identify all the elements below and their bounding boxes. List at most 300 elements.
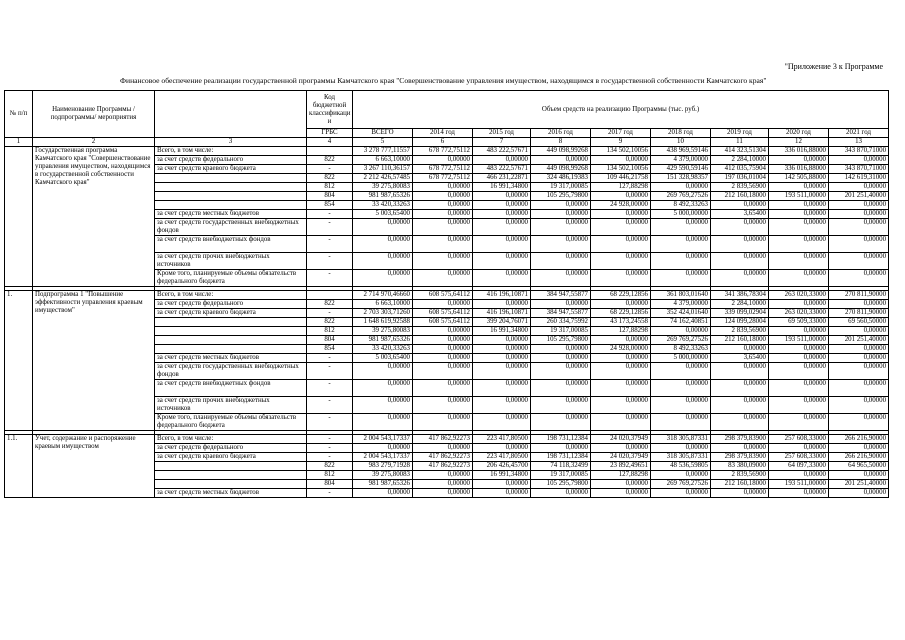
amount-cell: 0,00000 xyxy=(711,253,769,270)
amount-cell: 0,00000 xyxy=(473,380,531,397)
header-col3 xyxy=(155,91,307,138)
amount-cell: 336 016,88000 xyxy=(769,165,829,174)
amount-cell: 0,00000 xyxy=(591,236,651,253)
amount-cell: 0,00000 xyxy=(769,345,829,354)
amount-cell: 0,00000 xyxy=(711,414,769,431)
amount-cell: 384 947,55877 xyxy=(531,309,591,318)
header-year: 2017 год xyxy=(591,129,651,138)
funding-source: за счет средств федерального xyxy=(155,300,307,309)
amount-cell: 449 098,99268 xyxy=(531,147,591,156)
funding-source xyxy=(155,327,307,336)
header-column-number: 2 xyxy=(33,138,155,147)
amount-cell: 1 648 619,92588 xyxy=(353,318,413,327)
grbs-code: - xyxy=(307,489,353,498)
amount-cell: 0,00000 xyxy=(531,489,591,498)
amount-cell: 0,00000 xyxy=(413,414,473,431)
amount-cell: 0,00000 xyxy=(353,270,413,287)
funding-source: за счет средств федерального xyxy=(155,444,307,453)
amount-cell: 151 328,98357 xyxy=(651,174,711,183)
amount-cell: 142 505,88000 xyxy=(769,174,829,183)
amount-cell: 0,00000 xyxy=(651,444,711,453)
row-number: 1.1. xyxy=(5,435,33,498)
amount-cell: 269 769,27526 xyxy=(651,480,711,489)
amount-cell: 0,00000 xyxy=(591,397,651,414)
funding-source: за счет средств государственных внебюджетных фондов xyxy=(155,363,307,380)
amount-cell: 0,00000 xyxy=(711,380,769,397)
amount-cell: 0,00000 xyxy=(473,354,531,363)
amount-cell: 266 216,90000 xyxy=(829,453,889,462)
funding-source xyxy=(155,183,307,192)
amount-cell: 2 714 970,46660 xyxy=(353,291,413,300)
amount-cell: 0,00000 xyxy=(651,253,711,270)
grbs-code: 822 xyxy=(307,462,353,471)
program-name: Государственная программа Камчатского края "Совершенствование управления имуществом, находящимся в государственной собственности Камчатского края" xyxy=(33,147,155,287)
grbs-code: - xyxy=(307,219,353,236)
amount-cell: 193 511,00000 xyxy=(769,480,829,489)
amount-cell: 19 317,00085 xyxy=(531,183,591,192)
amount-cell: 16 991,34800 xyxy=(473,471,531,480)
amount-cell: 124 099,28004 xyxy=(711,318,769,327)
amount-cell: 0,00000 xyxy=(353,363,413,380)
amount-cell: 0,00000 xyxy=(829,219,889,236)
amount-cell: 0,00000 xyxy=(413,253,473,270)
amount-cell: 0,00000 xyxy=(769,444,829,453)
amount-cell: 0,00000 xyxy=(651,380,711,397)
amount-cell: 0,00000 xyxy=(591,489,651,498)
amount-cell: 33 420,33263 xyxy=(353,345,413,354)
header-column-number: 5 xyxy=(353,138,413,147)
amount-cell: 263 020,33000 xyxy=(769,309,829,318)
amount-cell: 16 991,34800 xyxy=(473,327,531,336)
table-row xyxy=(5,147,889,156)
amount-cell: 0,00000 xyxy=(413,489,473,498)
amount-cell: 0,00000 xyxy=(413,210,473,219)
amount-cell: 678 772,75112 xyxy=(413,174,473,183)
amount-cell: 0,00000 xyxy=(413,236,473,253)
amount-cell: 0,00000 xyxy=(531,444,591,453)
amount-cell: 466 231,22871 xyxy=(473,174,531,183)
amount-cell: 0,00000 xyxy=(413,397,473,414)
amount-cell: 0,00000 xyxy=(711,444,769,453)
amount-cell: 0,00000 xyxy=(591,300,651,309)
amount-cell: 269 769,27526 xyxy=(651,336,711,345)
amount-cell: 0,00000 xyxy=(769,397,829,414)
amount-cell: 483 222,57671 xyxy=(473,165,531,174)
amount-cell: 0,00000 xyxy=(651,183,711,192)
amount-cell: 318 305,87331 xyxy=(651,453,711,462)
amount-cell: 336 016,88000 xyxy=(769,147,829,156)
grbs-code: - xyxy=(307,253,353,270)
amount-cell: 399 204,76071 xyxy=(473,318,531,327)
funding-source xyxy=(155,462,307,471)
amount-cell: 0,00000 xyxy=(353,380,413,397)
amount-cell: 0,00000 xyxy=(711,236,769,253)
amount-cell: 0,00000 xyxy=(473,201,531,210)
header-year: 2014 год xyxy=(413,129,473,138)
funding-source: за счет средств местных бюджетов xyxy=(155,489,307,498)
amount-cell: 19 317,00085 xyxy=(531,327,591,336)
amount-cell: 0,00000 xyxy=(769,156,829,165)
grbs-code: 822 xyxy=(307,174,353,183)
amount-cell: 0,00000 xyxy=(353,253,413,270)
amount-cell: 0,00000 xyxy=(353,489,413,498)
amount-cell: 608 575,64112 xyxy=(413,309,473,318)
amount-cell: 981 987,65326 xyxy=(353,336,413,345)
amount-cell: 981 987,65326 xyxy=(353,192,413,201)
amount-cell: 0,00000 xyxy=(769,489,829,498)
amount-cell: 608 575,64112 xyxy=(413,318,473,327)
amount-cell: 263 020,33000 xyxy=(769,291,829,300)
amount-cell: 3 267 110,36157 xyxy=(353,165,413,174)
amount-cell: 0,00000 xyxy=(829,397,889,414)
funding-source: за счет средств краевого бюджета xyxy=(155,309,307,318)
amount-cell: 16 991,34800 xyxy=(473,183,531,192)
amount-cell: 0,00000 xyxy=(531,397,591,414)
financing-table xyxy=(4,90,889,498)
amount-cell: 0,00000 xyxy=(473,363,531,380)
amount-cell: 0,00000 xyxy=(473,336,531,345)
amount-cell: 212 160,18000 xyxy=(711,192,769,201)
amount-cell: 2 284,10000 xyxy=(711,300,769,309)
amount-cell: 0,00000 xyxy=(531,219,591,236)
amount-cell: 23 892,49651 xyxy=(591,462,651,471)
amount-cell: 0,00000 xyxy=(353,236,413,253)
funding-source xyxy=(155,318,307,327)
amount-cell: 0,00000 xyxy=(829,156,889,165)
amount-cell: 64 965,50000 xyxy=(829,462,889,471)
header-grbs: ГРБС xyxy=(307,129,353,138)
amount-cell: 0,00000 xyxy=(531,414,591,431)
amount-cell: 0,00000 xyxy=(591,363,651,380)
amount-cell: 0,00000 xyxy=(829,380,889,397)
header-year: 2018 год xyxy=(651,129,711,138)
amount-cell: 678 772,75112 xyxy=(413,147,473,156)
amount-cell: 0,00000 xyxy=(651,414,711,431)
amount-cell: 74 118,32499 xyxy=(531,462,591,471)
amount-cell: 417 862,92273 xyxy=(413,435,473,444)
amount-cell: 212 160,18000 xyxy=(711,336,769,345)
amount-cell: 0,00000 xyxy=(769,363,829,380)
amount-cell: 0,00000 xyxy=(769,236,829,253)
header-column-number: 3 xyxy=(155,138,307,147)
amount-cell: 0,00000 xyxy=(711,345,769,354)
amount-cell: 0,00000 xyxy=(473,210,531,219)
funding-source: за счет средств местных бюджетов xyxy=(155,354,307,363)
amount-cell: 0,00000 xyxy=(473,236,531,253)
header-column-number: 13 xyxy=(829,138,889,147)
amount-cell: 4 379,00000 xyxy=(651,300,711,309)
amount-cell: 0,00000 xyxy=(353,397,413,414)
amount-cell: 5 000,00000 xyxy=(651,354,711,363)
grbs-code xyxy=(307,147,353,156)
header-column-number: 4 xyxy=(307,138,353,147)
amount-cell: 0,00000 xyxy=(711,270,769,287)
grbs-code: - xyxy=(307,453,353,462)
grbs-code: - xyxy=(307,236,353,253)
amount-cell: 39 275,80083 xyxy=(353,327,413,336)
amount-cell: 2 284,10000 xyxy=(711,156,769,165)
amount-cell: 105 295,79800 xyxy=(531,192,591,201)
amount-cell: 2 839,56900 xyxy=(711,471,769,480)
amount-cell: 4 379,00000 xyxy=(651,156,711,165)
row-number xyxy=(5,147,33,287)
amount-cell: 0,00000 xyxy=(829,444,889,453)
amount-cell: 0,00000 xyxy=(473,489,531,498)
funding-source xyxy=(155,471,307,480)
amount-cell: 0,00000 xyxy=(711,201,769,210)
grbs-code: 804 xyxy=(307,480,353,489)
grbs-code: 812 xyxy=(307,183,353,192)
amount-cell: 6 663,10000 xyxy=(353,156,413,165)
header-column-number: 12 xyxy=(769,138,829,147)
amount-cell: 0,00000 xyxy=(829,327,889,336)
amount-cell: 266 216,90000 xyxy=(829,435,889,444)
amount-cell: 74 162,40851 xyxy=(651,318,711,327)
amount-cell: 0,00000 xyxy=(591,270,651,287)
amount-cell: 0,00000 xyxy=(769,471,829,480)
amount-cell: 0,00000 xyxy=(531,354,591,363)
amount-cell: 0,00000 xyxy=(829,210,889,219)
header-column-number: 6 xyxy=(413,138,473,147)
funding-source: за счет средств краевого бюджета xyxy=(155,165,307,174)
amount-cell: 0,00000 xyxy=(591,210,651,219)
amount-cell: 0,00000 xyxy=(829,201,889,210)
amount-cell: 134 502,10056 xyxy=(591,165,651,174)
amount-cell: 0,00000 xyxy=(591,414,651,431)
amount-cell: 417 862,92273 xyxy=(413,453,473,462)
funding-source: Кроме того, планируемые объемы обязательств федерального бюджета xyxy=(155,270,307,287)
amount-cell: 0,00000 xyxy=(413,380,473,397)
header-name: Наименование Программы /подпрограммы/ мероприятия xyxy=(33,91,155,138)
amount-cell: 0,00000 xyxy=(769,354,829,363)
amount-cell: 0,00000 xyxy=(769,201,829,210)
funding-source xyxy=(155,345,307,354)
amount-cell: 8 492,33263 xyxy=(651,201,711,210)
amount-cell: 0,00000 xyxy=(413,156,473,165)
amount-cell: 361 803,01640 xyxy=(651,291,711,300)
amount-cell: 0,00000 xyxy=(413,444,473,453)
amount-cell: 678 772,75112 xyxy=(413,165,473,174)
header-year: ВСЕГО xyxy=(353,129,413,138)
amount-cell: 0,00000 xyxy=(413,270,473,287)
amount-cell: 201 251,40000 xyxy=(829,336,889,345)
amount-cell: 416 196,10871 xyxy=(473,309,531,318)
amount-cell: 0,00000 xyxy=(591,336,651,345)
amount-cell: 43 173,24558 xyxy=(591,318,651,327)
amount-cell: 198 731,12384 xyxy=(531,435,591,444)
grbs-code xyxy=(307,291,353,300)
header-column-number: 8 xyxy=(531,138,591,147)
amount-cell: 0,00000 xyxy=(591,444,651,453)
amount-cell: 0,00000 xyxy=(591,354,651,363)
amount-cell: 24 928,00000 xyxy=(591,201,651,210)
amount-cell: 414 323,51304 xyxy=(711,147,769,156)
amount-cell: 0,00000 xyxy=(591,380,651,397)
amount-cell: 83 380,09000 xyxy=(711,462,769,471)
amount-cell: 270 811,90000 xyxy=(829,309,889,318)
grbs-code: - xyxy=(307,397,353,414)
amount-cell: 193 511,00000 xyxy=(769,336,829,345)
funding-source: Всего, в том числе: xyxy=(155,147,307,156)
funding-source: Всего, в том числе: xyxy=(155,435,307,444)
amount-cell: 0,00000 xyxy=(829,489,889,498)
amount-cell: 0,00000 xyxy=(353,444,413,453)
amount-cell: 127,88298 xyxy=(591,183,651,192)
amount-cell: 0,00000 xyxy=(531,380,591,397)
amount-cell: 983 279,71928 xyxy=(353,462,413,471)
amount-cell: 64 097,33000 xyxy=(769,462,829,471)
amount-cell: 0,00000 xyxy=(531,270,591,287)
amount-cell: 449 098,99268 xyxy=(531,165,591,174)
amount-cell: 0,00000 xyxy=(711,363,769,380)
amount-cell: 0,00000 xyxy=(651,327,711,336)
amount-cell: 260 334,75992 xyxy=(531,318,591,327)
grbs-code: 822 xyxy=(307,318,353,327)
funding-source: за счет средств внебюджетных фондов xyxy=(155,380,307,397)
amount-cell: 0,00000 xyxy=(591,156,651,165)
grbs-code: - xyxy=(307,354,353,363)
amount-cell: 2 212 426,57485 xyxy=(353,174,413,183)
funding-source xyxy=(155,174,307,183)
grbs-code: 854 xyxy=(307,201,353,210)
amount-cell: 438 969,59146 xyxy=(651,147,711,156)
amount-cell: 341 386,78304 xyxy=(711,291,769,300)
amount-cell: 0,00000 xyxy=(591,192,651,201)
grbs-code: - xyxy=(307,414,353,431)
amount-cell: 0,00000 xyxy=(829,363,889,380)
document-title: Финансовое обеспечение реализации государственной программы Камчатского края "Совершенствование управления имуществом, находящимся в государственной собственности Камчатского края" xyxy=(120,76,767,85)
grbs-code: - xyxy=(307,270,353,287)
grbs-code: - xyxy=(307,165,353,174)
amount-cell: 0,00000 xyxy=(531,253,591,270)
appendix-note: "Приложение 3 к Программе xyxy=(784,62,883,71)
funding-source: за счет средств прочих внебюджетных источников xyxy=(155,253,307,270)
amount-cell: 0,00000 xyxy=(651,236,711,253)
amount-cell: 24 020,37949 xyxy=(591,435,651,444)
amount-cell: 2 839,56900 xyxy=(711,183,769,192)
funding-source xyxy=(155,201,307,210)
amount-cell: 223 417,80500 xyxy=(473,453,531,462)
amount-cell: 257 608,33000 xyxy=(769,453,829,462)
amount-cell: 0,00000 xyxy=(531,345,591,354)
amount-cell: 127,88298 xyxy=(591,327,651,336)
amount-cell: 343 870,71000 xyxy=(829,165,889,174)
amount-cell: 0,00000 xyxy=(413,327,473,336)
amount-cell: 68 229,12856 xyxy=(591,291,651,300)
amount-cell: 0,00000 xyxy=(413,471,473,480)
amount-cell: 3,65400 xyxy=(711,354,769,363)
header-column-number: 11 xyxy=(711,138,769,147)
amount-cell: 0,00000 xyxy=(829,183,889,192)
amount-cell: 0,00000 xyxy=(651,270,711,287)
funding-source: за счет средств внебюджетных фондов xyxy=(155,236,307,253)
funding-source xyxy=(155,480,307,489)
amount-cell: 0,00000 xyxy=(531,236,591,253)
amount-cell: 0,00000 xyxy=(651,489,711,498)
header-no: № п/п xyxy=(5,91,33,138)
amount-cell: 68 229,12856 xyxy=(591,309,651,318)
header-year: 2019 год xyxy=(711,129,769,138)
amount-cell: 0,00000 xyxy=(473,219,531,236)
amount-cell: 69 509,33000 xyxy=(769,318,829,327)
amount-cell: 5 003,65400 xyxy=(353,210,413,219)
amount-cell: 0,00000 xyxy=(413,192,473,201)
amount-cell: 0,00000 xyxy=(829,354,889,363)
amount-cell: 318 305,87331 xyxy=(651,435,711,444)
grbs-code: - xyxy=(307,210,353,219)
amount-cell: 109 446,21758 xyxy=(591,174,651,183)
table-row xyxy=(5,435,889,444)
amount-cell: 0,00000 xyxy=(651,397,711,414)
amount-cell: 0,00000 xyxy=(531,363,591,380)
amount-cell: 0,00000 xyxy=(829,414,889,431)
amount-cell: 0,00000 xyxy=(353,219,413,236)
amount-cell: 0,00000 xyxy=(829,345,889,354)
grbs-code: 854 xyxy=(307,345,353,354)
table-row xyxy=(5,291,889,300)
amount-cell: 343 870,71000 xyxy=(829,147,889,156)
header-year: 2016 год xyxy=(531,129,591,138)
amount-cell: 5 000,00000 xyxy=(651,210,711,219)
grbs-code: - xyxy=(307,444,353,453)
amount-cell: 0,00000 xyxy=(413,363,473,380)
amount-cell: 0,00000 xyxy=(473,192,531,201)
amount-cell: 3,65400 xyxy=(711,210,769,219)
amount-cell: 298 379,83900 xyxy=(711,453,769,462)
amount-cell: 0,00000 xyxy=(473,480,531,489)
amount-cell: 981 987,65326 xyxy=(353,480,413,489)
amount-cell: 417 862,92273 xyxy=(413,462,473,471)
amount-cell: 105 295,79800 xyxy=(531,480,591,489)
amount-cell: 0,00000 xyxy=(769,253,829,270)
amount-cell: 0,00000 xyxy=(473,300,531,309)
funding-source: за счет средств государственных внебюджетных фондов xyxy=(155,219,307,236)
grbs-code: - xyxy=(307,309,353,318)
amount-cell: 0,00000 xyxy=(531,210,591,219)
amount-cell: 48 536,59805 xyxy=(651,462,711,471)
amount-cell: 193 511,00000 xyxy=(769,192,829,201)
amount-cell: 69 560,50000 xyxy=(829,318,889,327)
amount-cell: 0,00000 xyxy=(413,345,473,354)
amount-cell: 270 811,90000 xyxy=(829,291,889,300)
amount-cell: 0,00000 xyxy=(473,444,531,453)
header-code: Код бюджетной классификаци и xyxy=(307,91,353,129)
amount-cell: 0,00000 xyxy=(769,300,829,309)
amount-cell: 416 196,10871 xyxy=(473,291,531,300)
amount-cell: 2 004 543,17337 xyxy=(353,435,413,444)
amount-cell: 39 275,80083 xyxy=(353,471,413,480)
amount-cell: 197 036,01004 xyxy=(711,174,769,183)
row-number: 1. xyxy=(5,291,33,431)
program-name: Подпрограмма 1 "Повышение эффективности управления краевым имуществом" xyxy=(33,291,155,431)
amount-cell: 0,00000 xyxy=(711,397,769,414)
amount-cell: 0,00000 xyxy=(769,380,829,397)
amount-cell: 0,00000 xyxy=(591,480,651,489)
amount-cell: 201 251,40000 xyxy=(829,480,889,489)
amount-cell: 0,00000 xyxy=(711,489,769,498)
amount-cell: 0,00000 xyxy=(413,219,473,236)
amount-cell: 0,00000 xyxy=(769,219,829,236)
amount-cell: 0,00000 xyxy=(531,156,591,165)
funding-source: за счет средств федерального xyxy=(155,156,307,165)
amount-cell: 212 160,18000 xyxy=(711,480,769,489)
amount-cell: 0,00000 xyxy=(769,270,829,287)
grbs-code: 804 xyxy=(307,192,353,201)
amount-cell: 608 575,64112 xyxy=(413,291,473,300)
amount-cell: 352 424,01640 xyxy=(651,309,711,318)
funding-source: Всего, в том числе: xyxy=(155,291,307,300)
grbs-code: 822 xyxy=(307,156,353,165)
